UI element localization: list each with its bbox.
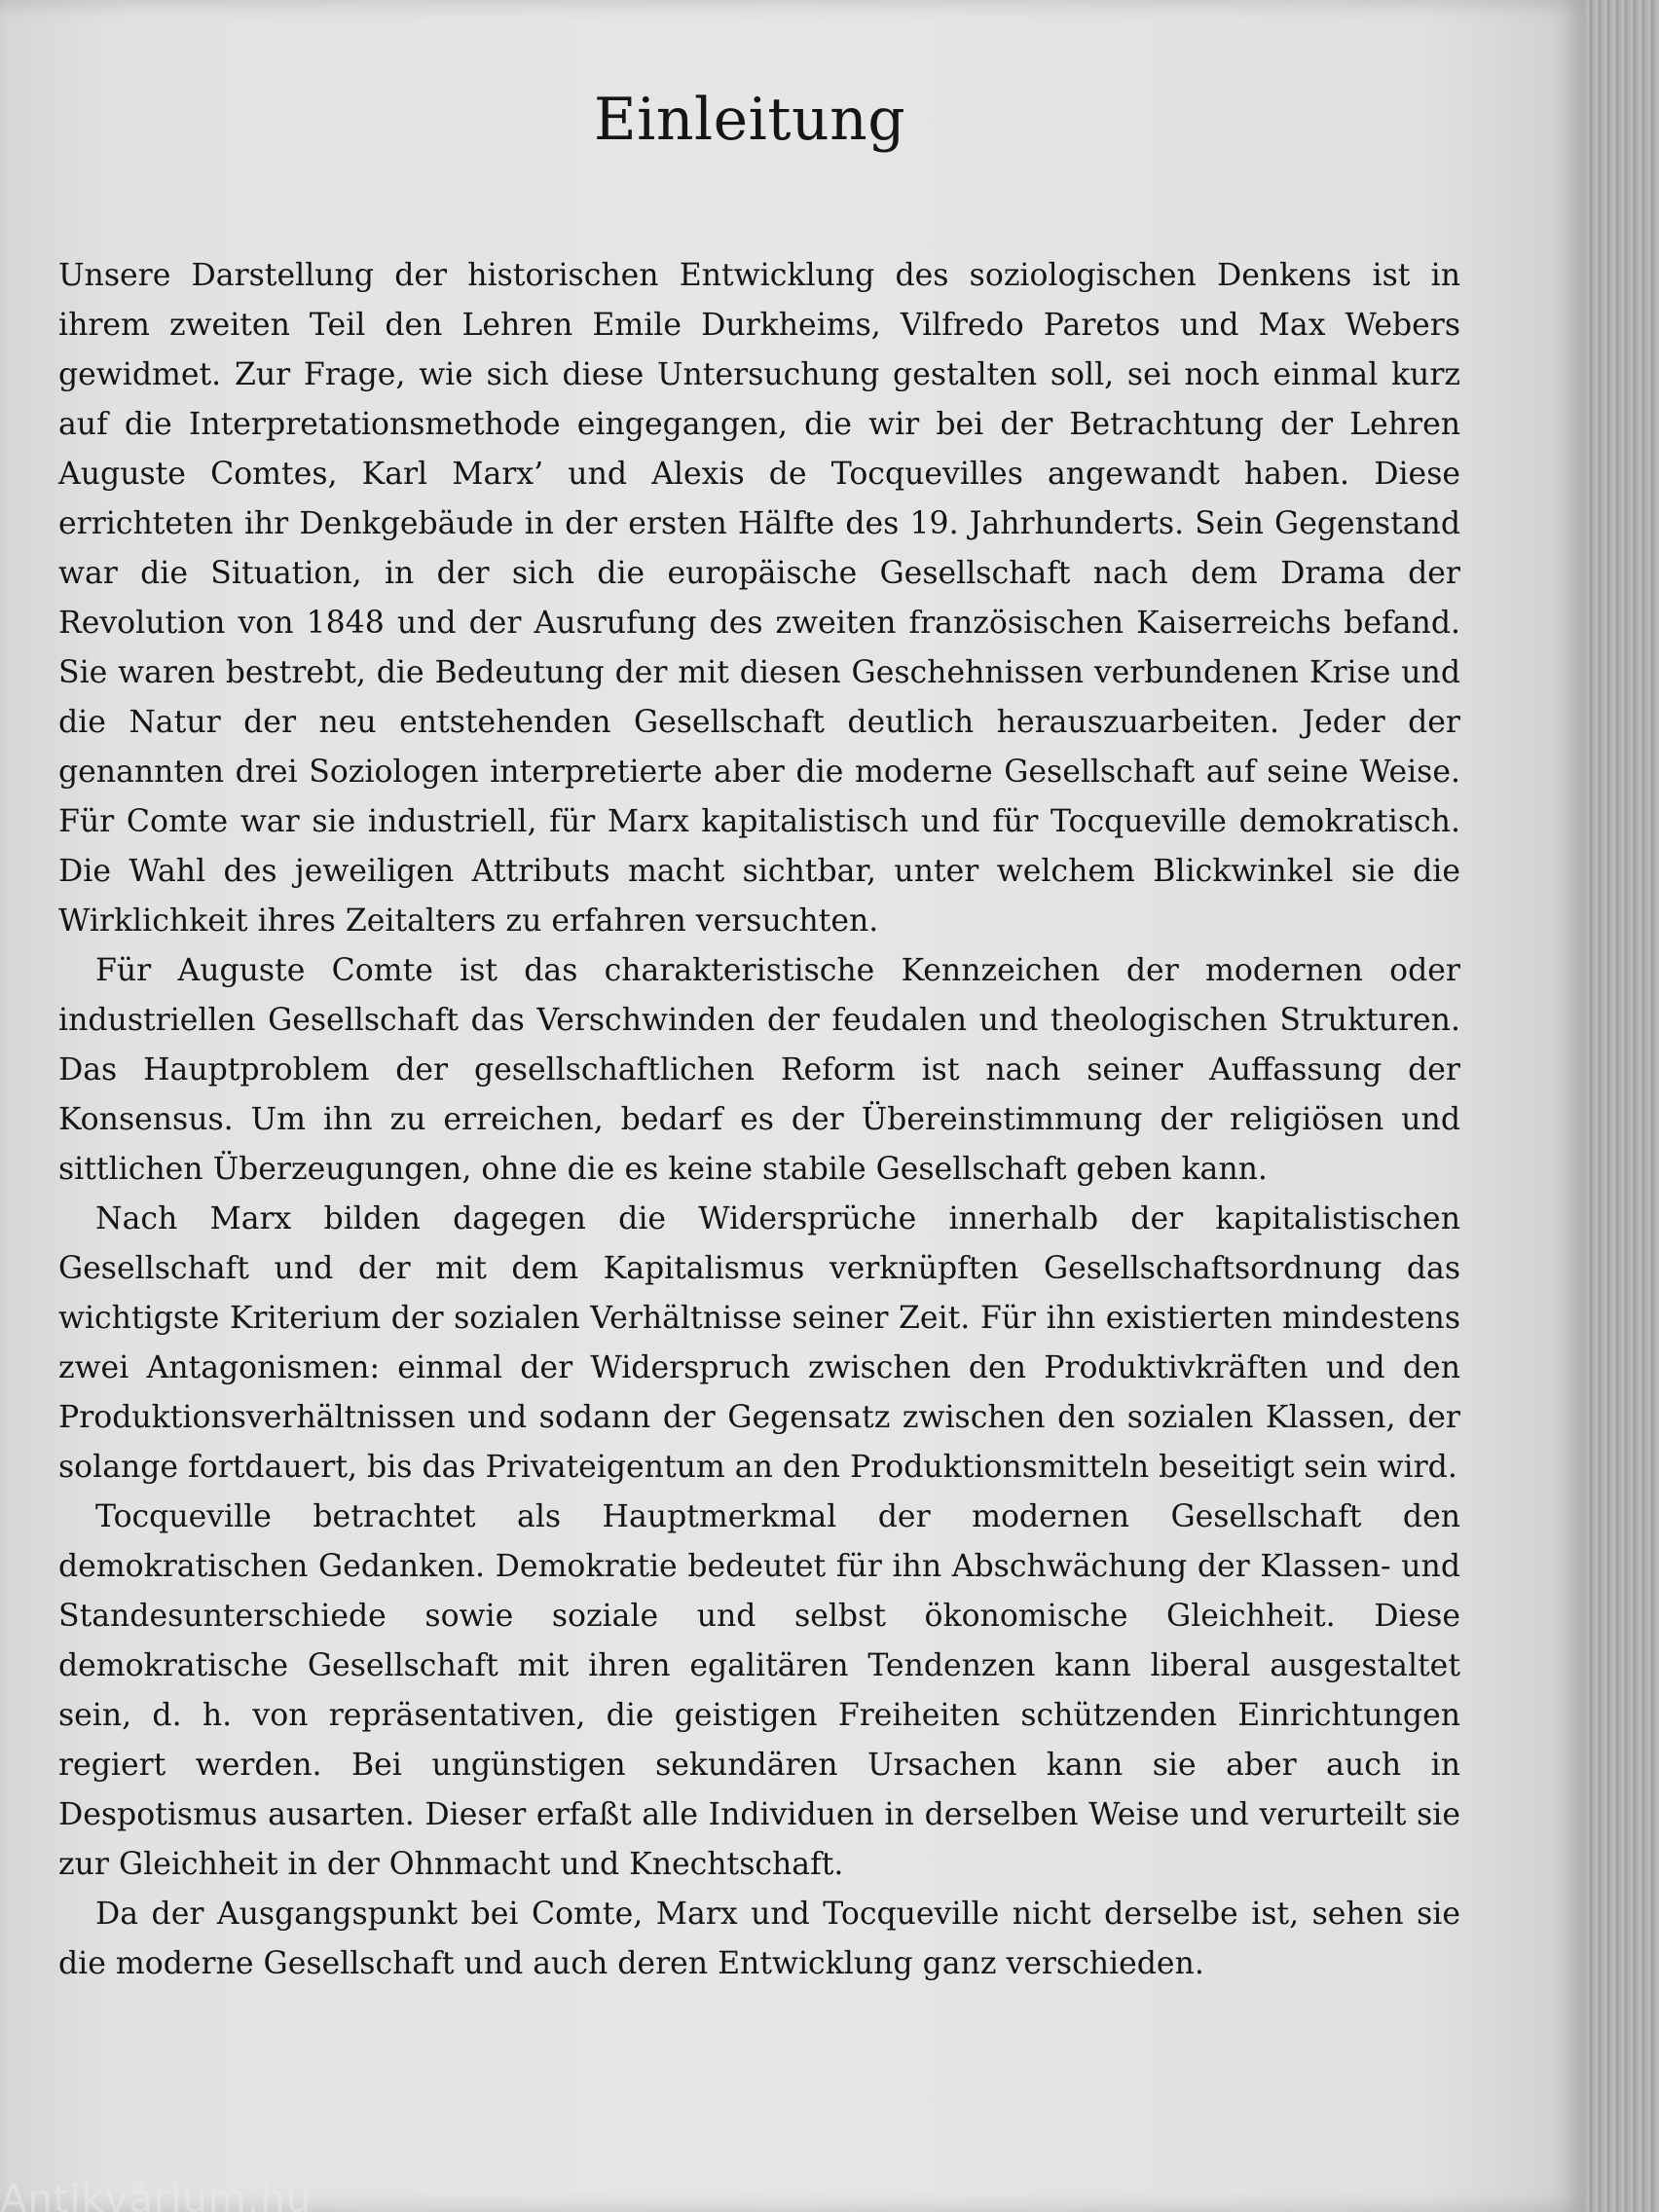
paragraph-1: Unsere Darstellung der historischen Entwicklung des soziologischen Denkens ist in ihrem zweiten Teil den Lehren Emile Durkheims, Vilfredo Paretos und Max Webers gewidmet. Zur Frage, wie sich diese Untersuchung gestalten soll, sei noch einmal kurz auf die Interpretationsmethode eingegangen, die wir bei der Betrachtung der Lehren Auguste Comtes, Karl Marx’ und Alexis de Tocquevilles angewandt haben. Diese errichteten ihr Denkgebäude in der ersten Hälfte des 19. Jahrhunderts. Sein Gegenstand war die Situation, in der sich die europäische Gesellschaft nach dem Drama der Revolution von 1848 und der Ausrufung des zweiten französischen Kaiserreichs befand. Sie waren bestrebt, die Bedeutung der mit diesen Geschehnissen verbundenen Krise und die Natur der neu entstehenden Gesellschaft deutlich herauszuarbeiten. Jeder der genannten drei Soziologen interpretierte aber die moderne Gesellschaft auf seine Weise. Für Comte war sie industriell, für Marx kapitalistisch und für Tocqueville demokratisch. Die Wahl des jeweiligen Attributs macht sichtbar, unter welchem Blickwinkel sie die Wirklichkeit ihres Zeitalters zu erfahren versuchten. xyxy=(58,258,1460,939)
page-title: Einleitung xyxy=(593,86,906,154)
paragraph-4: Tocqueville betrachtet als Hauptmerkmal der modernen Gesellschaft den demokratischen Gedanken. Demokratie bedeutet für ihn Abschwächung der Klassen- und Standesunterschiede sowie soziale und selbst ökonomische Gleichheit. Diese demokratische Gesellschaft mit ihren egalitären Tendenzen kann liberal ausgestaltet sein, d. h. von repräsentativen, die geistigen Freiheiten schützenden Einrichtungen regiert werden. Bei ungünstigen sekundären Ursachen kann sie aber auch in Despotismus ausarten. Dieser erfaßt alle Individuen in derselben Weise und verurteilt sie zur Gleichheit in der Ohnmacht und Knechtschaft. xyxy=(58,1499,1460,1882)
body-text xyxy=(58,251,1460,1989)
paragraph-3: Nach Marx bilden dagegen die Widersprüche innerhalb der kapitalistischen Gesellschaft und der mit dem Kapitalismus verknüpften Gesellschaftsordnung das wichtigste Kriterium der sozialen Verhältnisse seiner Zeit. Für ihn existierten mindestens zwei Antagonismen: einmal der Widerspruch zwischen den Produktivkräften und den Produktionsverhältnissen und sodann der Gegensatz zwischen den sozialen Klassen, der solange fortdauert, bis das Privateigentum an den Produktionsmitteln beseitigt sein wird. xyxy=(58,1201,1460,1485)
page-edge xyxy=(1585,0,1659,2212)
paragraph-2: Für Auguste Comte ist das charakteristische Kennzeichen der modernen oder industriellen Gesellschaft das Verschwinden der feudalen und theologischen Strukturen. Das Hauptproblem der gesellschaftlichen Reform ist nach seiner Auffassung der Konsensus. Um ihn zu erreichen, bedarf es der Übereinstimmung der religiösen und sittlichen Überzeugungen, ohne die es keine stabile Gesellschaft geben kann. xyxy=(58,953,1460,1187)
paragraph-5: Da der Ausgangspunkt bei Comte, Marx und Tocqueville nicht derselbe ist, sehen sie die moderne Gesellschaft und auch deren Entwicklung ganz verschieden. xyxy=(58,1897,1460,1981)
watermark: Antikvárium.hu xyxy=(0,2177,313,2212)
